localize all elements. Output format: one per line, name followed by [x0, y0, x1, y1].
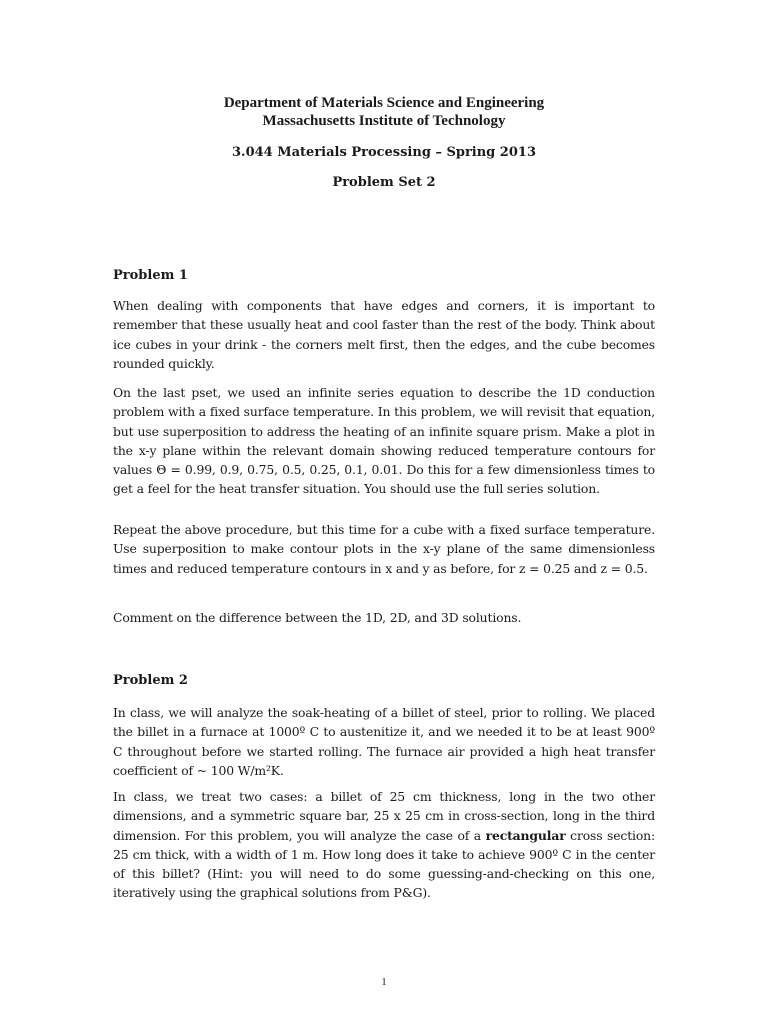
institute-heading: Massachusetts Institute of Technology — [262, 113, 506, 129]
problem-set-heading: Problem Set 2 — [332, 175, 436, 190]
problem-2-paragraph: In class, we will analyze the soak-heating of a billet of steel, prior to rolling. We placed the billet in a furnace at 1000º C to austenitize it, and we needed it to be at least 900º C throughout before we started rolling. The furnace air provided a high heat transfer coefficient of ~ 100 W/m²K. — [113, 705, 655, 778]
problem-1-paragraph: Repeat the above procedure, but this time for a cube with a fixed surface temperature. Use superposition to make contour plots in the x-y plane of the same dimensionless times and reduced temperature contours in x and y as before, for z = 0.25 and z = 0.5. — [113, 522, 655, 576]
emphasis-text: rectangular — [485, 827, 566, 843]
course-heading: 3.044 Materials Processing – Spring 2013 — [232, 145, 536, 160]
problem-1-title: Problem 1 — [113, 268, 188, 283]
problem-2-paragraph — [113, 787, 655, 903]
paragraph-text: cross section: 25 cm thick, with a width of 1 m. How long does it take to achieve 900º C in the center of this billet? (Hint: you will need to do some guessing-and-checking on this one, iteratively using the graphical solutions from P&G). — [113, 827, 655, 901]
department-heading: Department of Materials Science and Engineering — [223, 95, 545, 111]
problem-2-title: Problem 2 — [113, 673, 188, 688]
problem-1-paragraph: Comment on the difference between the 1D, 2D, and 3D solutions. — [113, 610, 522, 625]
problem-1-paragraph: On the last pset, we used an infinite series equation to describe the 1D conduction problem with a fixed surface temperature. In this problem, we will revisit that equation, but use superposition to address the heating of an infinite square prism. Make a plot in the x-y plane within the relevant domain showing reduced temperature contours for values Θ = 0.99, 0.9, 0.75, 0.5, 0.25, 0.1, 0.01. Do this for a few dimensionless times to get a feel for the heat transfer situation. You should use the full series solution. — [113, 385, 655, 497]
page-number: 1 — [381, 976, 387, 988]
problem-1-paragraph: When dealing with components that have edges and corners, it is important to remember that these usually heat and cool faster than the rest of the body. Think about ice cubes in your drink - the corners melt first, then the edges, and the cube becomes rounded quickly. — [113, 298, 655, 371]
paragraph-text: In class, we treat two cases: a billet of 25 cm thickness, long in the two other dimensions, and a symmetric square bar, 25 x 25 cm in cross-section, long in the third dimension. For this problem, you will analyze the case of a — [113, 789, 655, 843]
